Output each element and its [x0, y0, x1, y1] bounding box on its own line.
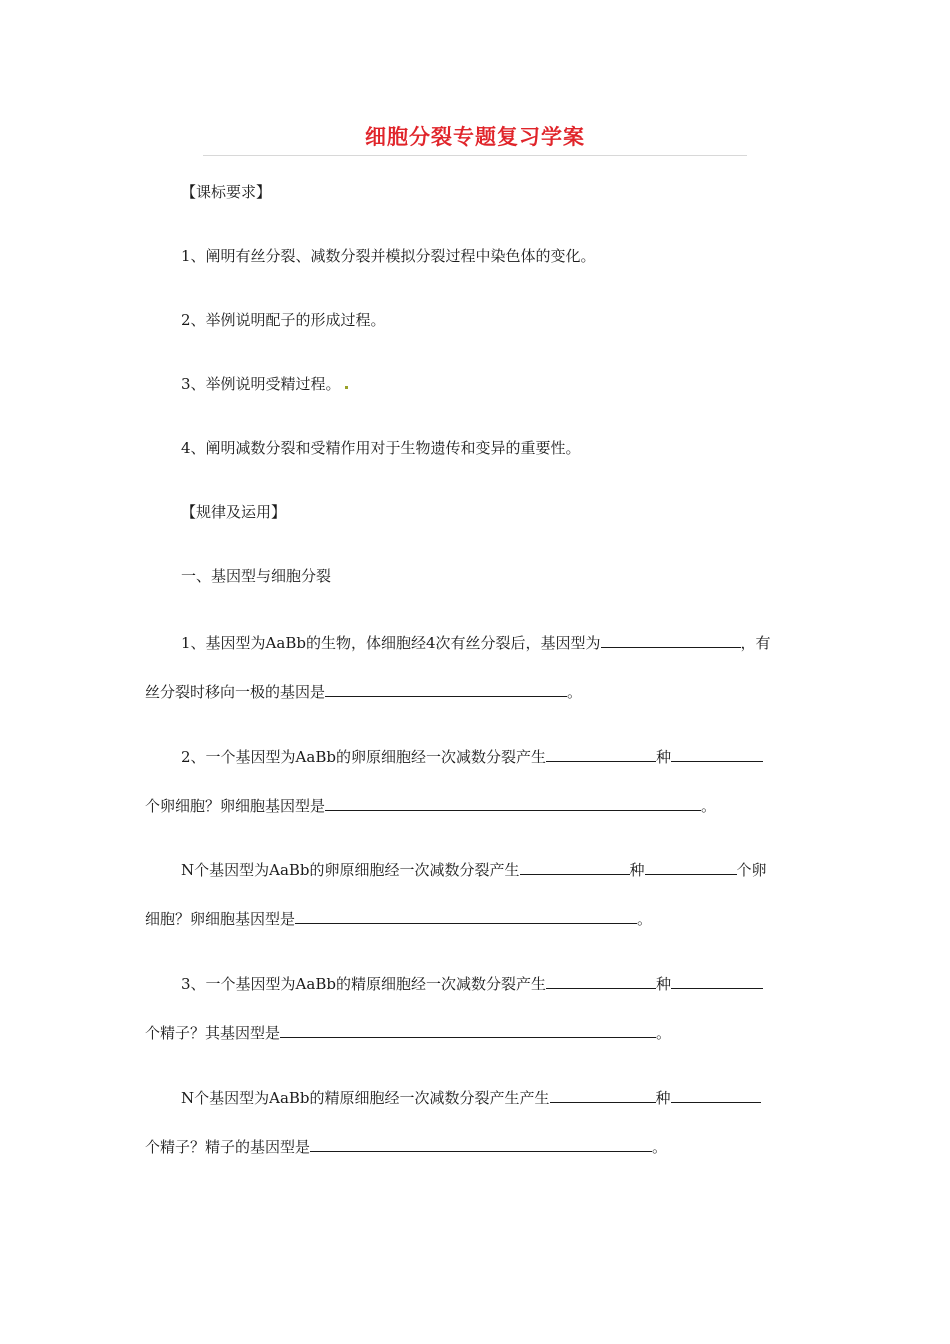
requirement-item-1: 1、阐明有丝分裂、减数分裂并模拟分裂过程中染色体的变化。 [181, 247, 596, 265]
question-3-blank-1[interactable] [546, 972, 656, 989]
question-3-blank-3[interactable] [280, 1021, 656, 1038]
question-1-text-d: 。 [567, 683, 583, 701]
question-2-blank-3[interactable] [325, 794, 701, 811]
question-2n-text-a: N个基因型为AaBb的卵原细胞经一次减数分裂产生 [181, 861, 520, 879]
question-2-text-b: 种 [655, 748, 671, 766]
question-1-blank-2[interactable] [325, 680, 567, 697]
question-2n-line-1 [181, 858, 767, 880]
question-3n-blank-2[interactable] [671, 1086, 761, 1103]
requirement-item-3-text: 3、举例说明受精过程。 [181, 375, 341, 393]
question-3n-blank-3[interactable] [310, 1135, 652, 1152]
question-3-text-c: 个精子？其基因型是 [145, 1024, 281, 1042]
question-1-line-1 [181, 631, 771, 653]
question-2-blank-1[interactable] [546, 745, 656, 762]
question-2-line-2 [145, 794, 716, 816]
question-2n-text-d: 细胞？卵细胞基因型是 [145, 910, 296, 928]
question-3-text-b: 种 [655, 975, 671, 993]
question-3-blank-2[interactable] [671, 972, 763, 989]
question-3-line-2 [145, 1021, 671, 1043]
question-3n-line-1 [181, 1086, 761, 1108]
question-3n-text-a: N个基因型为AaBb的精原细胞经一次减数分裂产生产生 [181, 1089, 550, 1107]
rules-heading: 【规律及运用】 [181, 503, 287, 521]
question-3n-blank-1[interactable] [550, 1086, 656, 1103]
document-title: 细胞分裂专题复习学案 [365, 124, 585, 149]
question-2-text-a: 2、一个基因型为AaBb的卵原细胞经一次减数分裂产生 [181, 748, 546, 766]
question-2-blank-2[interactable] [671, 745, 763, 762]
question-2n-blank-2[interactable] [645, 858, 737, 875]
question-2-text-c: 个卵细胞？卵细胞基因型是 [145, 797, 326, 815]
question-2n-blank-3[interactable] [295, 907, 637, 924]
question-2-text-d: 。 [701, 797, 717, 815]
question-1-blank-1[interactable] [601, 631, 741, 648]
title-divider [203, 155, 747, 156]
question-3-text-d: 。 [656, 1024, 672, 1042]
question-1-text-a: 1、基因型为AaBb的生物，体细胞经4次有丝分裂后，基因型为 [181, 634, 601, 652]
requirements-heading: 【课标要求】 [181, 183, 272, 201]
stray-mark [345, 386, 348, 389]
question-2n-line-2 [145, 907, 652, 929]
question-2n-text-b: 种 [629, 861, 645, 879]
question-3n-line-2 [145, 1135, 667, 1157]
question-2n-text-c: 个卵 [736, 861, 767, 879]
question-1-line-2 [145, 680, 582, 702]
question-3n-text-b: 种 [655, 1089, 671, 1107]
rules-subheading: 一、基因型与细胞分裂 [181, 567, 332, 585]
requirement-item-3 [181, 374, 348, 394]
question-3-text-a: 3、一个基因型为AaBb的精原细胞经一次减数分裂产生 [181, 975, 546, 993]
question-2n-text-e: 。 [637, 910, 653, 928]
question-3n-text-c: 个精子？精子的基因型是 [145, 1138, 311, 1156]
question-2-line-1 [181, 745, 763, 767]
question-1-text-c: 丝分裂时移向一极的基因是 [145, 683, 326, 701]
question-1-text-b: ，有 [740, 634, 771, 652]
question-2n-blank-1[interactable] [520, 858, 630, 875]
requirement-item-4: 4、阐明减数分裂和受精作用对于生物遗传和变异的重要性。 [181, 439, 581, 457]
question-3-line-1 [181, 972, 763, 994]
question-3n-text-d: 。 [652, 1138, 668, 1156]
requirement-item-2: 2、举例说明配子的形成过程。 [181, 311, 386, 329]
